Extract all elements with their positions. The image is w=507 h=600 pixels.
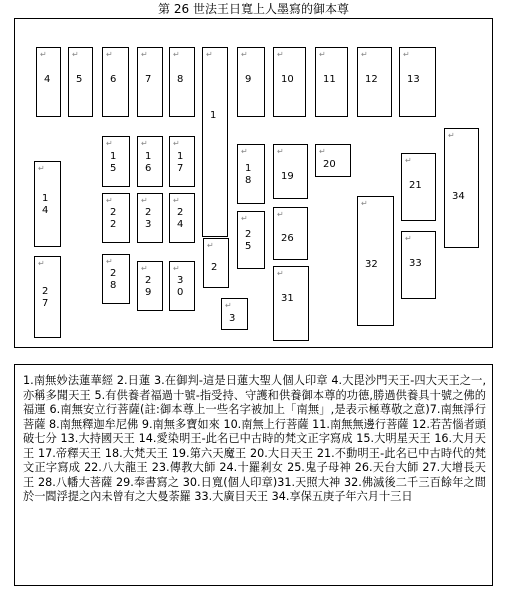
diagram-box-8 [169, 47, 195, 117]
diagram-box-label: 6 [110, 74, 117, 85]
diagram-box-27 [34, 256, 61, 338]
diagram-box-label: 1 6 [145, 150, 152, 174]
diagram-box-24 [169, 193, 195, 243]
diagram-box-2 [203, 238, 229, 288]
paragraph-mark-icon: ↵ [448, 131, 455, 140]
diagram-box-label: 2 7 [42, 286, 49, 309]
diagram-box-4 [36, 47, 61, 117]
paragraph-mark-icon: ↵ [241, 214, 248, 223]
paragraph-mark-icon: ↵ [277, 210, 284, 219]
diagram-box-10 [273, 47, 306, 117]
diagram-box-32 [357, 196, 394, 326]
paragraph-mark-icon: ↵ [206, 50, 213, 59]
diagram-box-7 [137, 47, 163, 117]
diagram-box-label: 2 5 [245, 229, 252, 252]
diagram-box-22 [102, 193, 130, 243]
diagram-box-label: 13 [407, 74, 420, 85]
diagram-box-label: 34 [452, 191, 465, 202]
diagram-box-19 [273, 144, 308, 199]
diagram-box-15 [102, 136, 130, 187]
paragraph-mark-icon: ↵ [106, 257, 113, 266]
diagram-box-label: 1 4 [42, 193, 49, 216]
paragraph-mark-icon: ↵ [141, 264, 148, 273]
diagram-box-label: 2 [211, 262, 218, 273]
page-title: 第 26 世法王日寬上人墨寫的御本尊 [158, 2, 349, 16]
diagram-box-29 [137, 261, 163, 311]
diagram-box-label: 2 2 [110, 207, 117, 230]
diagram-box-3 [221, 298, 248, 330]
diagram-box-label: 3 [229, 313, 236, 324]
diagram-box-33 [401, 231, 436, 299]
paragraph-mark-icon: ↵ [106, 50, 113, 59]
paragraph-mark-icon: ↵ [277, 147, 284, 156]
paragraph-mark-icon: ↵ [277, 269, 284, 278]
paragraph-mark-icon: ↵ [38, 164, 45, 173]
paragraph-mark-icon: ↵ [405, 234, 412, 243]
diagram-box-label: 2 3 [145, 207, 152, 230]
paragraph-mark-icon: ↵ [106, 196, 113, 205]
diagram-box-1 [202, 47, 228, 237]
diagram-box-34 [444, 128, 479, 248]
diagram-box-label: 11 [323, 74, 336, 85]
paragraph-mark-icon: ↵ [361, 199, 368, 208]
diagram-box-26 [273, 207, 308, 260]
diagram-box-label: 1 5 [110, 150, 117, 174]
diagram-box-30 [169, 261, 195, 311]
diagram-box-label: 8 [177, 74, 184, 85]
diagram-box-label: 7 [145, 74, 152, 85]
paragraph-mark-icon: ↵ [241, 147, 248, 156]
diagram-box-25 [237, 211, 265, 269]
diagram-box-label: 32 [365, 259, 378, 270]
diagram-box-31 [273, 266, 309, 341]
legend-box [14, 364, 493, 586]
paragraph-mark-icon: ↵ [141, 50, 148, 59]
paragraph-mark-icon: ↵ [319, 147, 326, 156]
diagram-box-5 [68, 47, 93, 117]
paragraph-mark-icon: ↵ [173, 139, 180, 148]
paragraph-mark-icon: ↵ [225, 301, 232, 310]
diagram-box-16 [137, 136, 163, 187]
paragraph-mark-icon: ↵ [173, 50, 180, 59]
diagram-box-label: 31 [281, 293, 294, 304]
diagram-box-label: 21 [409, 180, 422, 191]
paragraph-mark-icon: ↵ [141, 139, 148, 148]
diagram-box-label: 33 [409, 258, 422, 269]
diagram-box-label: 1 8 [245, 163, 252, 186]
diagram-box-label: 2 4 [177, 207, 184, 230]
paragraph-mark-icon: ↵ [106, 139, 113, 148]
paragraph-mark-icon: ↵ [319, 50, 326, 59]
diagram-box-20 [315, 144, 351, 177]
paragraph-mark-icon: ↵ [173, 196, 180, 205]
diagram-box-label: 20 [323, 159, 336, 170]
diagram-box-13 [399, 47, 436, 117]
paragraph-mark-icon: ↵ [405, 156, 412, 165]
diagram-box-label: 5 [76, 74, 83, 85]
diagram-box-label: 12 [365, 74, 378, 85]
diagram-box-label: 26 [281, 232, 294, 244]
diagram-box-9 [237, 47, 265, 117]
paragraph-mark-icon: ↵ [403, 50, 410, 59]
paragraph-mark-icon: ↵ [38, 259, 45, 268]
diagram-box-21 [401, 153, 436, 221]
diagram-box-18 [237, 144, 265, 204]
paragraph-mark-icon: ↵ [241, 50, 248, 59]
diagram-box-label: 1 7 [177, 150, 184, 174]
diagram-box-label: 1 [210, 110, 217, 121]
diagram-box-label: 4 [44, 74, 51, 85]
paragraph-mark-icon: ↵ [207, 241, 214, 250]
diagram-box-17 [169, 136, 195, 187]
diagram-box-23 [137, 193, 163, 243]
diagram-box-label: 2 9 [145, 275, 152, 298]
paragraph-mark-icon: ↵ [40, 50, 47, 59]
paragraph-mark-icon: ↵ [173, 264, 180, 273]
paragraph-mark-icon: ↵ [141, 196, 148, 205]
paragraph-mark-icon: ↵ [72, 50, 79, 59]
diagram-box-label: 3 0 [177, 275, 184, 298]
diagram-box-14 [34, 161, 61, 247]
diagram-box-12 [357, 47, 392, 117]
legend-text: 1.南無妙法蓮華經 2.日蓮 3.在御判-這是日蓮大聖人個人印章 4.大毘沙門天王-四大天王之一,亦稱多聞天王 5.有供養者福過十號-指受持、守護和供養御本尊的功德,勝過供養具十號之佛的福運 6.南無安立行菩薩(註:御本尊上一些名字被加上「南無」,是表示極尊敬之意)7.南無淨行菩薩 8.南無釋迦牟尼佛 9.南無多寶如來 10.南無上行菩薩 11.南無無邊行菩薩 12.若苦惱者頭破七分 13.大持國天王 14.愛染明王-此名已中古時的梵文正字寫成 15.大明星天王 16.大月天王 17.帝釋天王 18.大梵天王 19.第六天魔王 20.大日天王 21.不動明王-此名已中古時代的梵文正字寫成 22.八大龍王 23.傳教大師 24.十羅剎女 25.鬼子母神 26.天台大師 27.大增長天王 28.八幡大菩薩 29.奉書寫之 30.日寬(個人印章)31.天照大神 32.佛滅後二千三百餘年之間於一閻浮提之內未曾有之大曼荼羅 33.大廣目天王 34.享保五庚子年六月十三日 [23, 374, 486, 503]
diagram-box-label: 9 [245, 74, 252, 85]
diagram-box-label: 19 [281, 170, 294, 182]
diagram-box-label: 10 [281, 74, 294, 85]
paragraph-mark-icon: ↵ [361, 50, 368, 59]
gohonzon-diagram [14, 18, 493, 348]
diagram-box-11 [315, 47, 348, 117]
diagram-box-label: 2 8 [110, 268, 117, 291]
diagram-box-28 [102, 254, 130, 304]
paragraph-mark-icon: ↵ [277, 50, 284, 59]
diagram-box-6 [102, 47, 129, 117]
